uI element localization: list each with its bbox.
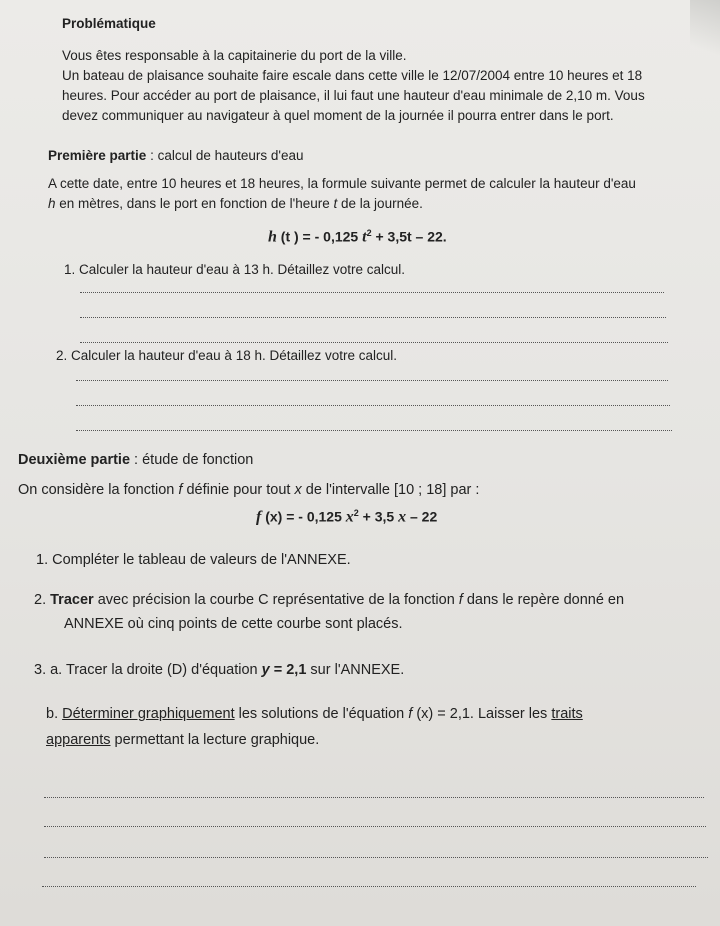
part2-title-suffix: : étude de fonction [130, 452, 254, 468]
formula-f-a: (x) = - 0,125 [261, 508, 346, 525]
answer-line [44, 857, 708, 858]
formula-h-var: h [268, 228, 277, 246]
q2-num: 2. [34, 592, 51, 608]
q3b-l2-underlined: apparents [46, 732, 111, 748]
part2-title: Deuxième partie [18, 452, 131, 468]
q3a-y: y [261, 662, 270, 678]
part2-question-3a [34, 662, 404, 678]
answer-line [80, 317, 666, 318]
part2-intro-c: de l'intervalle [10 ; 18] par : [301, 482, 480, 498]
q2-end: dans le repère donné en [462, 592, 625, 608]
part1-desc-2 [48, 196, 423, 211]
q2-text: avec précision la courbe C représentative de la fonction [93, 592, 459, 608]
q2-f: f [458, 592, 463, 608]
part1-desc-1: A cette date, entre 10 heures et 18 heures, la formule suivante permet de calculer la hauteur d'eau [48, 176, 636, 191]
part1-desc-mid: en mètres, dans le port en fonction de l'heure [55, 196, 334, 211]
part1-title-suffix: : calcul de hauteurs d'eau [146, 148, 304, 163]
answer-line [76, 405, 670, 406]
formula-h-rest: + 3,5t – 22. [371, 228, 447, 245]
part2-intro-f: f [178, 482, 183, 498]
q3b-fx: (x) = 2,1. [412, 706, 474, 722]
q3a-eq: = 2,1 [269, 662, 307, 678]
q3a-end: sur l'ANNEXE. [306, 662, 405, 678]
intro-line-1: Vous êtes responsable à la capitainerie du port de la ville. [62, 48, 407, 63]
part1-desc-end: de la journée. [337, 196, 423, 211]
part2-question-3b [46, 706, 583, 722]
page-corner-shadow [690, 0, 720, 60]
formula-h [268, 228, 447, 247]
part2-intro-x: x [294, 482, 302, 498]
formula-h-t: t [362, 228, 367, 246]
part1-heading [48, 148, 304, 163]
part1-title: Première partie [48, 148, 147, 163]
part2-intro-a: On considère la fonction [18, 482, 179, 498]
q3b-l2: permettant la lecture graphique. [110, 732, 320, 748]
formula-h-paren: (t ) = - 0,125 [276, 228, 363, 245]
intro-line-3: heures. Pour accéder au port de plaisance, il lui faut une hauteur d'eau minimale de 2,10 m. Vous [62, 88, 645, 103]
formula-f [256, 508, 437, 527]
answer-line [80, 342, 668, 343]
answer-line [44, 797, 704, 798]
part2-heading [18, 452, 253, 468]
answer-line [76, 380, 668, 381]
formula-f-c: – 22 [406, 508, 438, 525]
formula-f-x: x [345, 508, 354, 526]
formula-h-exp: 2 [366, 228, 372, 238]
q3a-a: 3. a. Tracer la droite (D) d'équation [34, 662, 262, 678]
part1-question-2: 2. Calculer la hauteur d'eau à 18 h. Détaillez votre calcul. [56, 348, 398, 363]
answer-line [76, 430, 672, 431]
answer-line [44, 826, 706, 827]
answer-line [42, 886, 696, 887]
q3b-f: f [408, 706, 413, 722]
part1-desc-var-t: t [333, 196, 338, 211]
formula-f-exp: 2 [353, 508, 359, 518]
part2-question-2-line2: ANNEXE où cinq points de cette courbe sont placés. [64, 616, 403, 632]
q3b-mid2: Laisser les [473, 706, 552, 722]
intro-line-4: devez communiquer au navigateur à quel moment de la journée il pourra entrer dans le port. [62, 108, 614, 123]
q3b-underlined: Déterminer graphiquement [62, 706, 235, 722]
section-title-problematique: Problématique [62, 16, 156, 31]
part2-intro [18, 482, 479, 498]
q3b-underlined-2: traits [551, 706, 583, 722]
part1-desc-var-h: h [48, 196, 56, 211]
part1-question-1: 1. Calculer la hauteur d'eau à 13 h. Détaillez votre calcul. [64, 262, 406, 277]
part2-question-2 [34, 592, 624, 608]
part2-intro-b: définie pour tout [182, 482, 295, 498]
formula-f-var: f [256, 508, 262, 526]
q3b-pre: b. [46, 706, 63, 722]
q2-bold: Tracer [50, 592, 94, 608]
part2-question-3b-line2 [46, 732, 319, 748]
formula-f-b: + 3,5 [358, 508, 399, 525]
part2-question-1: 1. Compléter le tableau de valeurs de l'ANNEXE. [36, 552, 351, 568]
q3b-mid: les solutions de l'équation [234, 706, 409, 722]
intro-line-2: Un bateau de plaisance souhaite faire escale dans cette ville le 12/07/2004 entre 10 heures et 18 [62, 68, 643, 83]
formula-f-x2: x [398, 508, 407, 526]
answer-line [80, 292, 664, 293]
